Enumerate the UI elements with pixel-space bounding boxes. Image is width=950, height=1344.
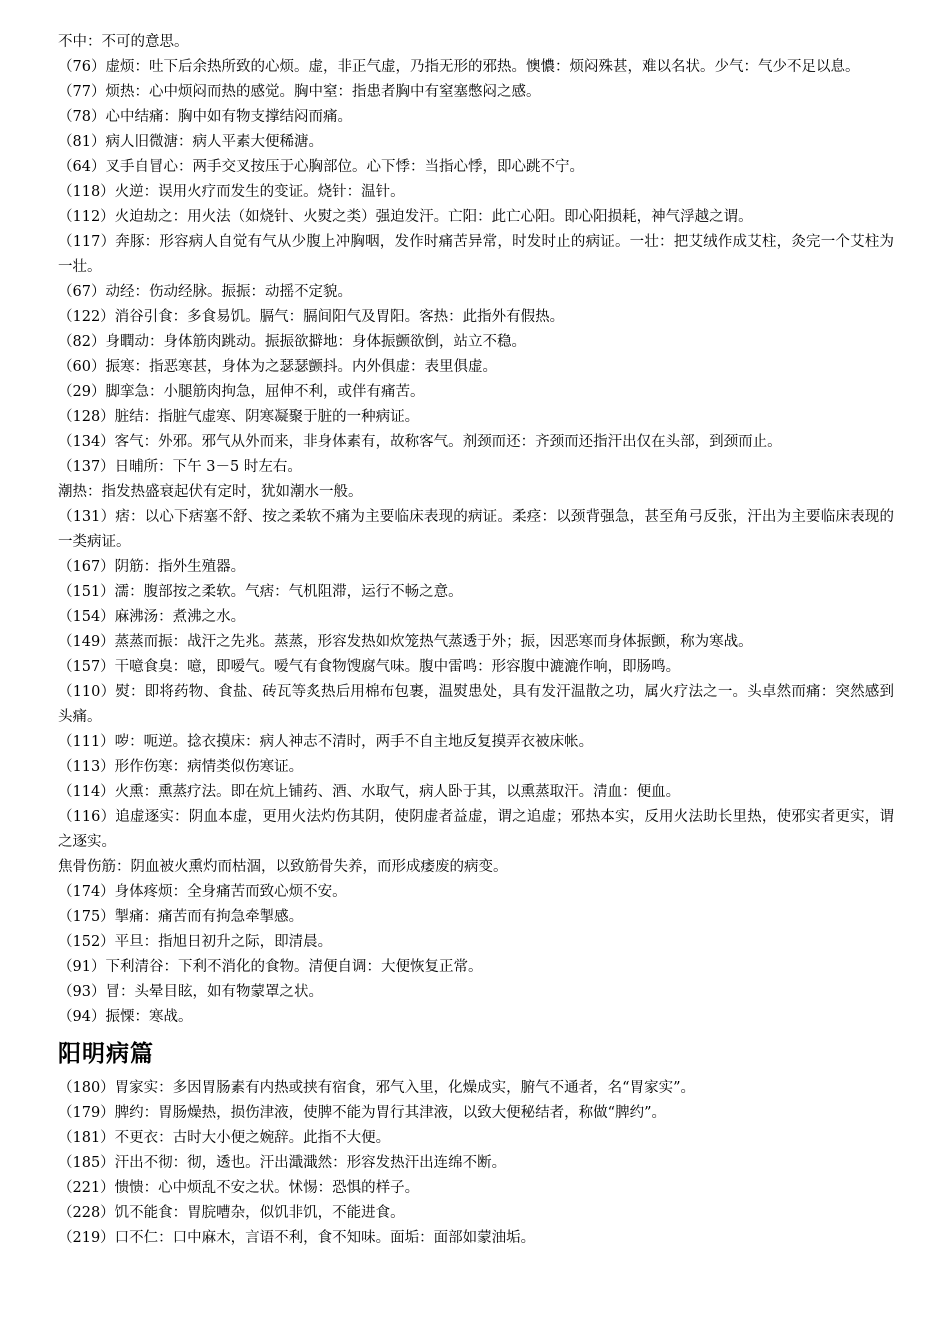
glossary-entry: （67）动经：伤动经脉。振振：动摇不定貌。 — [58, 284, 352, 300]
glossary-entry: （91）下利清谷：下利不消化的食物。清便自调：大便恢复正常。 — [58, 959, 483, 975]
glossary-entry: （116）追虚逐实：阴血本虚，更用火法灼伤其阴，使阴虚者益虚，谓之追虚；邪热本实，反用火法助长里热，使邪实者更实，谓之逐实。 — [58, 809, 894, 850]
glossary-entry: （134）客气：外邪。邪气从外而来，非身体素有，故称客气。剂颈而还：齐颈而还指汗出仅在头部，到颈而止。 — [58, 434, 782, 450]
glossary-entry: （110）熨：即将药物、食盐、砖瓦等炙热后用棉布包裹，温熨患处，具有发汗温散之功，属火疗法之一。头卓然而痛：突然感到头痛。 — [58, 684, 894, 725]
glossary-entry: （82）身瞤动：身体筋肉跳动。振振欲擗地：身体振颤欲倒，站立不稳。 — [58, 334, 526, 350]
glossary-entry: （151）濡：腹部按之柔软。气痞：气机阻滞，运行不畅之意。 — [58, 584, 463, 600]
glossary-entry: （157）干噫食臭：噫，即嗳气。嗳气有食物馊腐气味。腹中雷鸣：形容腹中漉漉作响，即肠鸣。 — [58, 659, 681, 675]
glossary-entry: （113）形作伤寒：病情类似伤寒证。 — [58, 759, 304, 775]
glossary-entry: （118）火逆：误用火疗而发生的变证。烧针：温针。 — [58, 184, 405, 200]
glossary-entry: （137）日晡所：下午 3－5 时左右。 — [58, 459, 302, 475]
glossary-entry: （149）蒸蒸而振：战汗之先兆。蒸蒸，形容发热如炊笼热气蒸透于外；振，因恶寒而身体振颤，称为寒战。 — [58, 634, 753, 650]
glossary-entry: （114）火熏：熏蒸疗法。即在炕上铺药、酒、水取气，病人卧于其，以熏蒸取汗。清血：便血。 — [58, 784, 681, 800]
glossary-entry: （93）冒：头晕目眩，如有物蒙罩之状。 — [58, 984, 323, 1000]
section-taiyang-glossary — [58, 30, 894, 1030]
glossary-entry: （94）振慄：寒战。 — [58, 1009, 193, 1025]
glossary-entry: （78）心中结痛：胸中如有物支撑结闷而痛。 — [58, 109, 352, 125]
glossary-entry: （181）不更衣：古时大小便之婉辞。此指不大便。 — [58, 1130, 391, 1146]
glossary-entry: （175）掣痛：痛苦而有拘急牵掣感。 — [58, 909, 304, 925]
glossary-entry: （29）脚挛急：小腿筋肉拘急，屈伸不利，或伴有痛苦。 — [58, 384, 425, 400]
glossary-entry: （185）汗出不彻：彻，透也。汗出濈濈然：形容发热汗出连绵不断。 — [58, 1155, 507, 1171]
glossary-entry: （112）火迫劫之：用火法（如烧针、火熨之类）强迫发汗。亡阳：此亡心阳。即心阳损耗，神气浮越之谓。 — [58, 209, 753, 225]
glossary-entry: （128）脏结：指脏气虚寒、阴寒凝聚于脏的一种病证。 — [58, 409, 420, 425]
glossary-entry: （64）叉手自冒心：两手交叉按压于心胸部位。心下悸：当指心悸，即心跳不宁。 — [58, 159, 584, 175]
glossary-entry: （167）阴筋：指外生殖器。 — [58, 559, 246, 575]
glossary-entry: （111）哕：呃逆。捻衣摸床：病人神志不清时，两手不自主地反复摸弄衣被床帐。 — [58, 734, 594, 750]
glossary-entry: （228）饥不能食：胃脘嘈杂，似饥非饥，不能进食。 — [58, 1205, 405, 1221]
glossary-entry: （180）胃家实：多因胃肠素有内热或挟有宿食，邪气入里，化燥成实，腑气不通者，名“胃家实”。 — [58, 1080, 695, 1096]
section-yangming-glossary — [58, 1076, 894, 1251]
glossary-entry: （154）麻沸汤：煮沸之水。 — [58, 609, 246, 625]
glossary-entry: （179）脾约：胃肠燥热，损伤津液，使脾不能为胃行其津液，以致大便秘结者，称做“脾约”。 — [58, 1105, 666, 1121]
glossary-entry: （131）痞：以心下痞塞不舒、按之柔软不痛为主要临床表现的病证。柔痉：以颈背强急，甚至角弓反张，汗出为主要临床表现的一类病证。 — [58, 509, 894, 550]
glossary-entry: （122）消谷引食：多食易饥。膈气：膈间阳气及胃阳。客热：此指外有假热。 — [58, 309, 565, 325]
glossary-entry: （60）振寒：指恶寒甚，身体为之瑟瑟颤抖。内外俱虚：表里俱虚。 — [58, 359, 497, 375]
glossary-entry: 焦骨伤筋：阴血被火熏灼而枯涸，以致筋骨失养，而形成痿废的病变。 — [58, 859, 508, 875]
glossary-entry: （77）烦热：心中烦闷而热的感觉。胸中窒：指患者胸中有窒塞憋闷之感。 — [58, 84, 541, 100]
document-page — [58, 30, 894, 1251]
glossary-entry: （174）身体疼烦：全身痛苦而致心烦不安。 — [58, 884, 347, 900]
glossary-entry: （221）愦愦：心中烦乱不安之状。怵惕：恐惧的样子。 — [58, 1180, 420, 1196]
section-heading: 阳明病篇 — [58, 1041, 154, 1067]
glossary-entry: （219）口不仁：口中麻木，言语不利，食不知味。面垢：面部如蒙油垢。 — [58, 1230, 536, 1246]
glossary-entry: （76）虚烦：吐下后余热所致的心烦。虚，非正气虚，乃指无形的邪热。懊憹：烦闷殊甚，难以名状。少气：气少不足以息。 — [58, 59, 860, 75]
glossary-entry: 不中：不可的意思。 — [58, 34, 189, 50]
glossary-entry: （152）平旦：指旭日初升之际，即清晨。 — [58, 934, 333, 950]
glossary-entry: （81）病人旧微溏：病人平素大便稀溏。 — [58, 134, 323, 150]
glossary-entry: （117）奔豚：形容病人自觉有气从少腹上冲胸咽，发作时痛苦异常，时发时止的病证。一壮：把艾绒作成艾柱，灸完一个艾柱为一壮。 — [58, 234, 894, 275]
glossary-entry: 潮热：指发热盛衰起伏有定时，犹如潮水一般。 — [58, 484, 363, 500]
